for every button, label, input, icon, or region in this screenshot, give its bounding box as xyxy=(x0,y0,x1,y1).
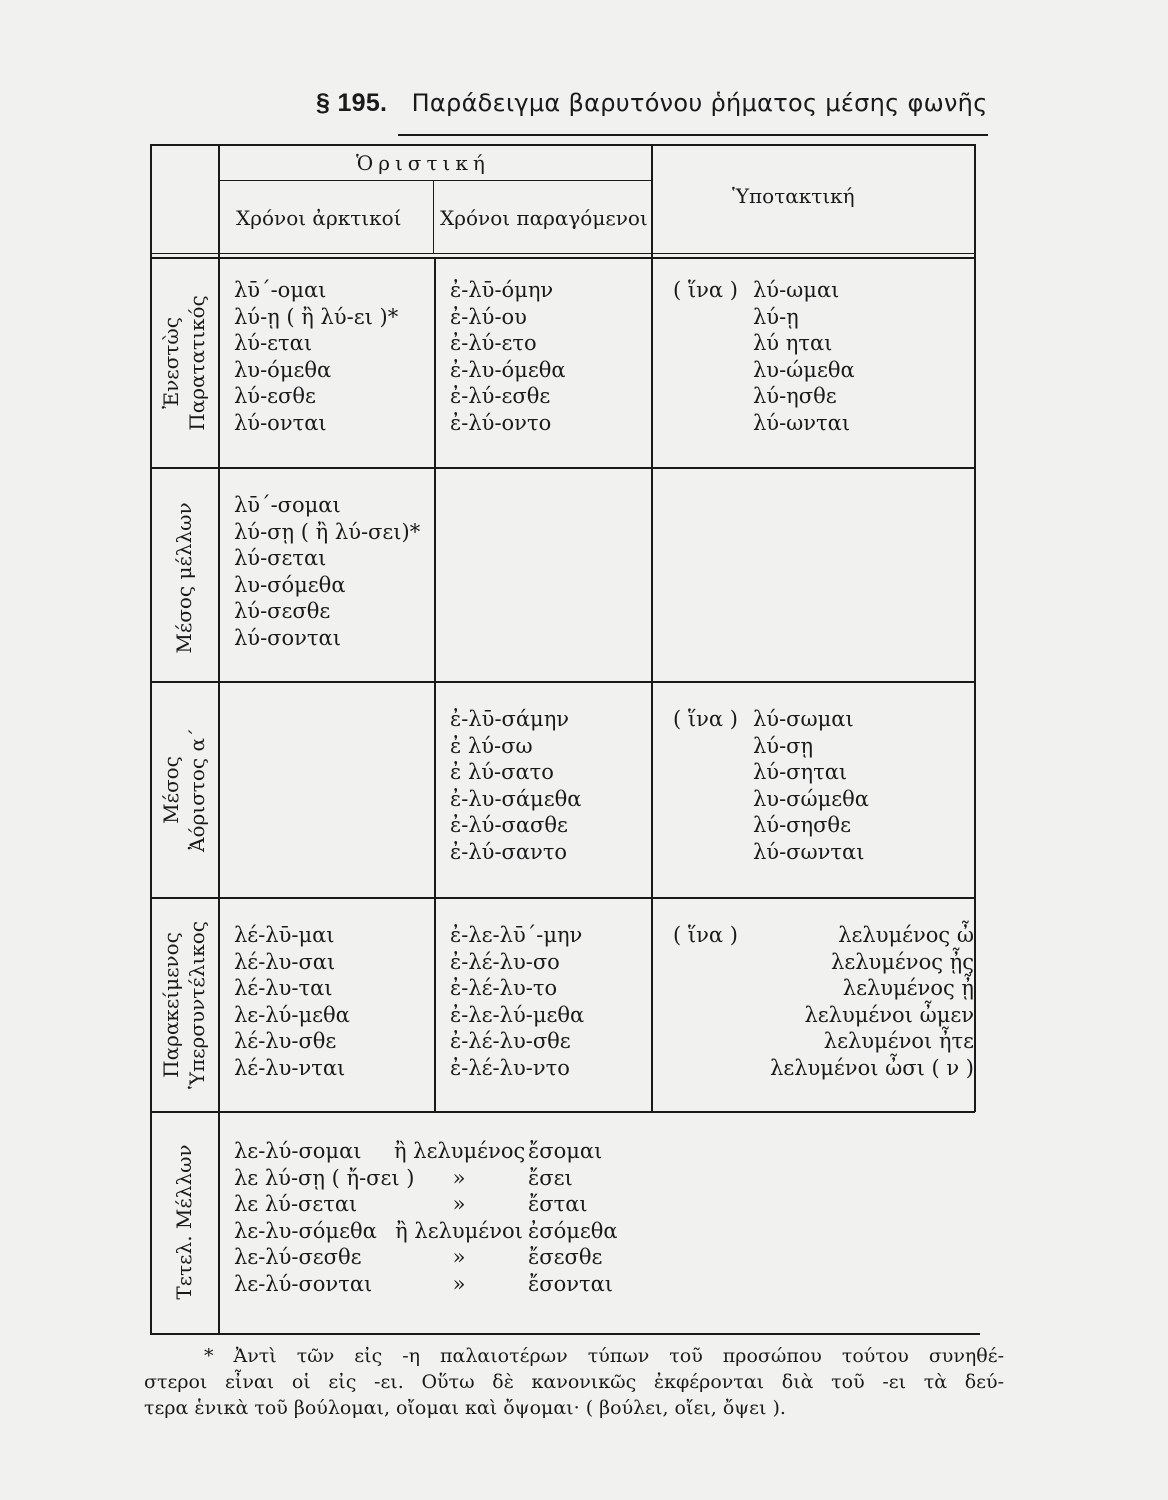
footnote-line-3: τερα ἑνικὰ τοῦ βούλομαι, οἴομαι καὶ ὄψομαι· ( βούλει, οἴει, ὄψει ). xyxy=(144,1397,786,1419)
form: λελυμένος ᾖς xyxy=(831,949,974,974)
form: λε-λυ-σόμεθα xyxy=(234,1218,377,1243)
form: λύ-σονται xyxy=(234,625,341,650)
form: λυ-ώμεθα xyxy=(753,357,855,382)
form: λυ-σώμεθα xyxy=(753,786,869,811)
form: ἐσόμεθα xyxy=(528,1218,618,1243)
form: λύ-εσθε xyxy=(234,384,316,408)
form: λέ-λυ-σαι xyxy=(234,949,336,974)
form: ἔσει xyxy=(528,1165,573,1190)
aorist-forms xyxy=(450,706,581,865)
header-bottom-line xyxy=(150,253,975,254)
form: ἐ-λύ-οντο xyxy=(450,410,552,435)
primary-tenses-header: Χρόνοι ἀρκτικοί xyxy=(236,206,402,230)
present-subjunctive-prefix: ( ἵνα ) xyxy=(673,278,738,302)
secondary-col-divider xyxy=(651,144,653,1112)
primary-col-divider xyxy=(434,258,436,1112)
row-divider-2 xyxy=(150,681,975,683)
form: λέ-λῡ-μαι xyxy=(234,923,335,947)
future-forms xyxy=(234,492,420,651)
form: λύ-σωμαι xyxy=(753,707,854,731)
aorist-subjunctive-prefix: ( ἵνα ) xyxy=(673,707,738,731)
form: ἐ λύ-σατο xyxy=(450,760,554,784)
form: λε-λύ-σονται xyxy=(234,1271,373,1296)
form: λῡ´-σομαι xyxy=(234,493,341,517)
table-right-border xyxy=(974,144,976,1112)
form: λε λύ-σεται xyxy=(234,1192,358,1216)
row-divider-1 xyxy=(150,467,975,469)
ditto-mark: » xyxy=(452,1245,466,1269)
form: λε λύ-σῃ ( ἤ-σει ) xyxy=(234,1165,415,1190)
form: λύ-ησθε xyxy=(753,384,837,408)
form: λύ-σησθε xyxy=(753,813,851,837)
future-perfect-participles xyxy=(394,1138,524,1297)
form: λυ-όμεθα xyxy=(234,357,332,382)
form: λελυμένοι ὦσι ( ν ) xyxy=(770,1055,974,1080)
aorist-subjunctive-forms xyxy=(657,706,869,865)
row-divider-4 xyxy=(150,1111,975,1113)
form: ἐ-λῡ-όμην xyxy=(450,278,554,302)
form: λύ-σηται xyxy=(753,760,848,784)
row-label-aorist-middle: Μέσος Ἀόριστος α´ xyxy=(159,728,209,852)
form: λέ-λυ-ται xyxy=(234,976,333,1000)
ditto-mark: » xyxy=(452,1165,466,1190)
form: λυ-σόμεθα xyxy=(234,572,346,597)
form: λύ-σεται xyxy=(234,546,327,570)
form: ἐ-λύ-ετο xyxy=(450,331,537,355)
form: λελυμένος ὦ xyxy=(838,923,974,947)
form: λε-λύ-μεθα xyxy=(234,1002,350,1027)
row-label-perfect-pluperfect: Παρακείμενος Ὑπερσυντέλικος xyxy=(159,921,209,1089)
label-column-divider xyxy=(218,144,220,1334)
future-perfect-auxiliary xyxy=(528,1138,618,1297)
section-heading xyxy=(316,88,988,118)
form: ἢ λελυμένοι xyxy=(395,1218,523,1243)
header-bottom-line-2 xyxy=(150,257,975,259)
footnote-line-1: * Ἀντὶ τῶν εἰς -η παλαιοτέρων τύπων τοῦ προσώπου τούτου συνηθέ- xyxy=(204,1345,1004,1367)
ditto-mark: » xyxy=(452,1192,466,1216)
form: ἐ-λύ-εσθε xyxy=(450,384,551,408)
indicative-header: Ὁριστική xyxy=(356,151,490,175)
form: λέ-λυ-νται xyxy=(234,1055,346,1080)
perfect-subjunctive-forms xyxy=(752,922,974,1081)
footnote-line-2: στεροι εἶναι οἱ εἰς -ει. Οὕτω δὲ κανονικῶς ἐκφέρονται διὰ τοῦ -ει τὰ δεύ- xyxy=(144,1371,1004,1393)
form: ἐ-λύ-σαντο xyxy=(450,839,568,864)
form: λελυμένοι ἦτε xyxy=(823,1029,974,1053)
form: ἐ-λέ-λυ-σθε xyxy=(450,1029,571,1053)
present-forms xyxy=(234,277,398,436)
form: ἔσομαι xyxy=(528,1139,603,1163)
form: ἐ-λυ-σάμεθα xyxy=(450,786,582,811)
future-perfect-simple-forms xyxy=(234,1138,415,1297)
form: λύ ηται xyxy=(753,331,833,355)
form: λύ-ῃ ( ἢ λύ-ει )* xyxy=(234,304,399,329)
form: λύ-σωνται xyxy=(753,839,865,864)
table-left-border xyxy=(150,144,152,1334)
perfect-forms xyxy=(234,922,350,1081)
form: ἐ-λέ-λυ-το xyxy=(450,976,558,1000)
row-label-future-perfect: Τετελ. Μέλλων xyxy=(172,1144,196,1300)
form: ἐ-λέ-λυ-σο xyxy=(450,949,560,974)
form: ἐ-λε-λῡ´-μην xyxy=(450,923,583,947)
form: λελυμένος ᾖ xyxy=(842,976,974,1000)
form: ἔσται xyxy=(528,1192,588,1216)
form: ἔσεσθε xyxy=(528,1245,603,1269)
header-col-divider xyxy=(433,181,434,253)
pluperfect-forms xyxy=(450,922,584,1081)
form: ἐ λύ-σω xyxy=(450,733,533,758)
form: λέ-λυ-σθε xyxy=(234,1029,337,1053)
form: ἔσονται xyxy=(528,1271,614,1296)
form: ἐ-λύ-σασθε xyxy=(450,813,568,837)
form: ἐ-λύ-ου xyxy=(450,304,527,329)
form: ἢ λελυμένος xyxy=(394,1139,526,1163)
ditto-mark: » xyxy=(452,1271,466,1296)
perfect-subjunctive-prefix: ( ἵνα ) xyxy=(673,923,738,947)
table-top-border xyxy=(150,144,975,146)
form: λε-λύ-σεσθε xyxy=(234,1245,362,1269)
form: λύ-ῃ xyxy=(753,304,799,329)
secondary-tenses-header: Χρόνοι παραγόμενοι xyxy=(440,206,648,230)
form: λύ-σῃ ( ἢ λύ-σει)* xyxy=(234,519,421,544)
form: λύ-σῃ xyxy=(753,733,814,758)
footnote xyxy=(144,1343,1004,1421)
form: ἐ-λυ-όμεθα xyxy=(450,357,566,382)
heading-underline xyxy=(398,134,988,136)
present-subjunctive-forms xyxy=(657,277,855,436)
form: λύ-εται xyxy=(234,331,313,355)
subjunctive-header: Ὑποτακτική xyxy=(732,184,855,208)
imperfect-forms xyxy=(450,277,566,436)
form: λύ-ωνται xyxy=(753,410,851,435)
form: λύ-σεσθε xyxy=(234,599,331,623)
form: λῡ´-ομαι xyxy=(234,278,327,302)
form: λύ-ωμαι xyxy=(753,278,840,302)
row-label-present-imperfect: Ἐνεστὼς Παρατατικός xyxy=(159,295,209,431)
form: ἐ-λέ-λυ-ντο xyxy=(450,1055,570,1080)
form: λύ-ονται xyxy=(234,410,327,435)
section-number: § 195. xyxy=(316,89,388,117)
form: λελυμένοι ὦμεν xyxy=(804,1002,974,1027)
indicative-header-divider xyxy=(220,180,651,181)
form: ἐ-λε-λύ-μεθα xyxy=(450,1002,585,1027)
section-title: Παράδειγμα βαρυτόνου ῥήματος μέσης φωνῆς xyxy=(411,89,988,117)
table-bottom-border xyxy=(150,1333,980,1335)
form: λε-λύ-σομαι xyxy=(234,1139,362,1163)
row-label-future-middle: Μέσος μέλλων xyxy=(172,502,196,654)
row-divider-3 xyxy=(150,897,975,899)
form: ἐ-λῡ-σάμην xyxy=(450,707,570,731)
